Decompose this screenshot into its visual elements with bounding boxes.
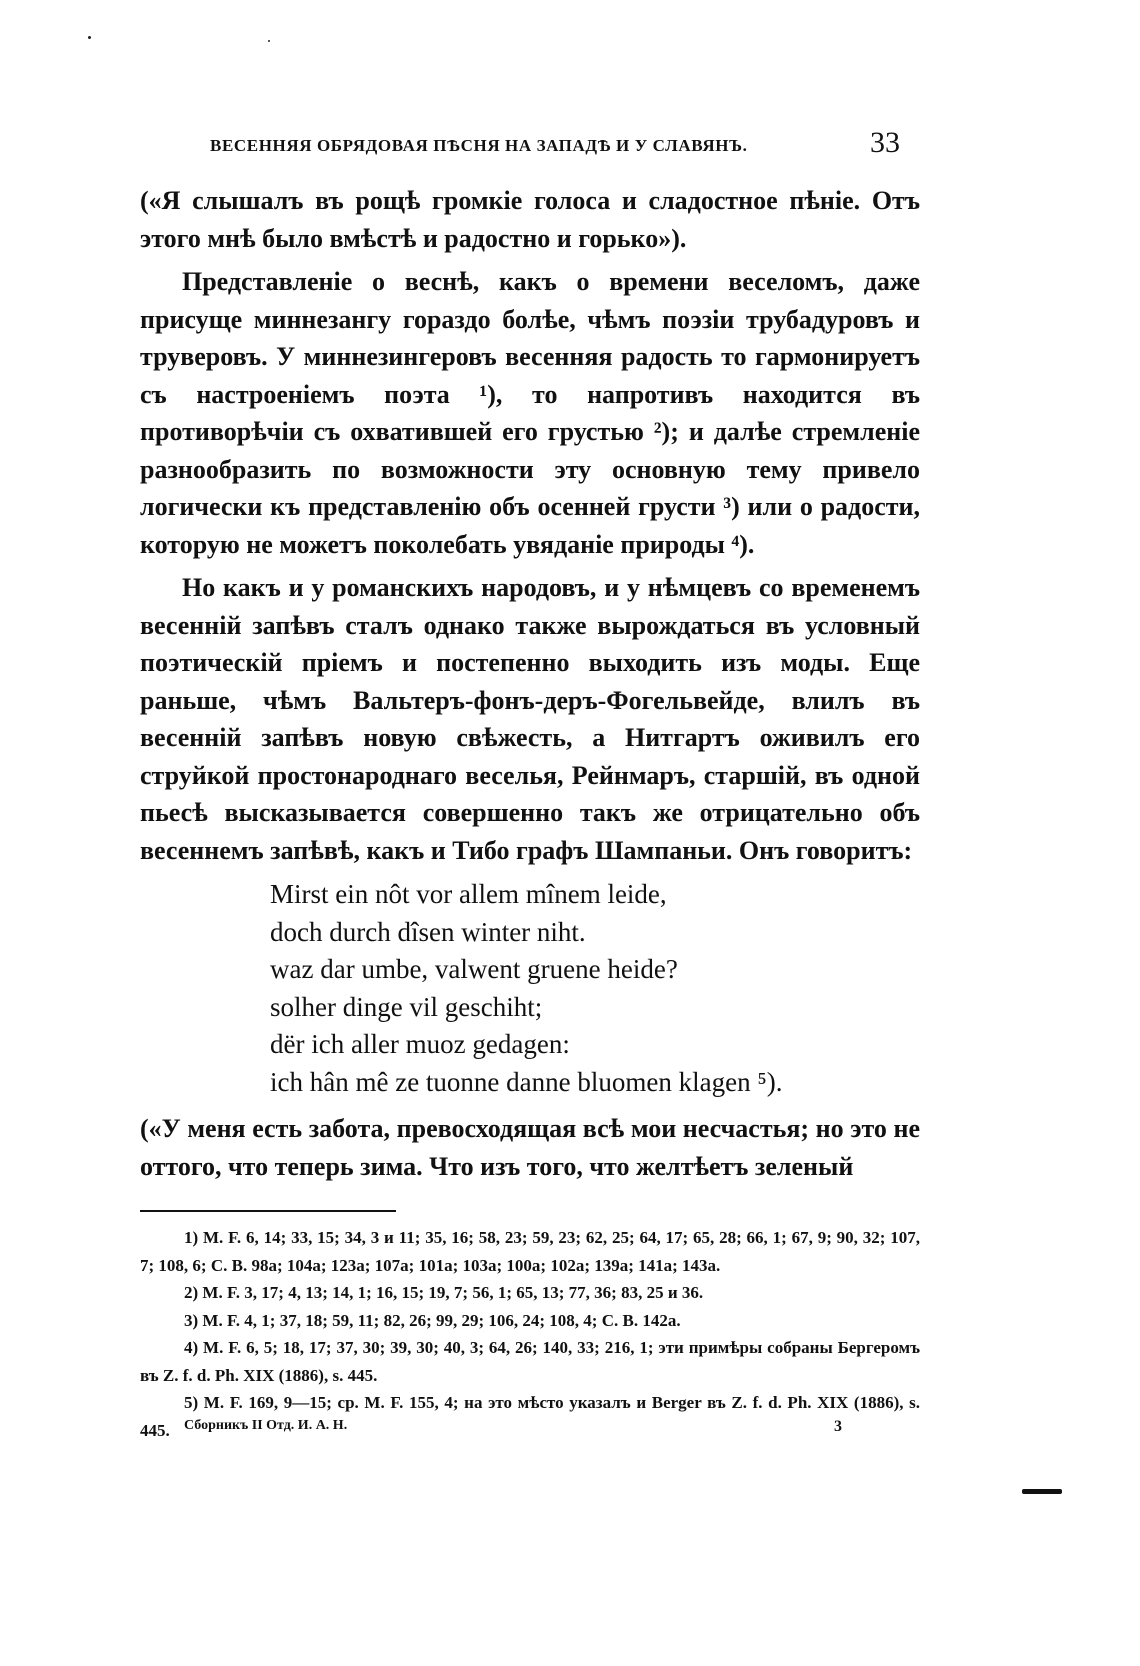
running-head	[130, 126, 920, 166]
footnote-4: 4) M. F. 6, 5; 18, 17; 37, 30; 39, 30; 40, 3; 64, 26; 140, 33; 216, 1; эти примѣры собраны Бергеромъ въ Z. f. d. Ph. XIX (1886), s. 445.	[140, 1338, 920, 1385]
verse-block	[270, 876, 930, 1101]
signature-line	[184, 1418, 864, 1442]
footnote-5: 5) M. F. 169, 9—15; ср. M. F. 155, 4; на это мѣсто указалъ и Berger въ Z. f. d. Ph. XIX (1886), s. 445.	[140, 1393, 920, 1440]
footnote-3: 3) M. F. 4, 1; 37, 18; 59, 11; 82, 26; 99, 29; 106, 24; 108, 4; C. B. 142a.	[184, 1310, 681, 1330]
print-speck	[268, 40, 270, 42]
body-text	[140, 182, 920, 869]
verse-line: solher dinge vil geschiht;	[270, 991, 543, 1022]
margin-mark	[1022, 1489, 1062, 1494]
print-speck	[88, 36, 91, 39]
paragraph-reinmar: Но какъ и у романскихъ народовъ, и у нѣмцевъ со временемъ весенній запѣвъ сталъ однако также вырождаться въ условный поэтическій пріемъ и постепенно выходить изъ моды. Еще раньше, чѣмъ Вальтеръ-фонъ-деръ-Фогельвейде, влилъ въ весенній запѣвъ новую свѣжесть, а Нитгартъ оживилъ его струйкой простонароднаго веселья, Рейнмаръ, старшій, въ одной пьесѣ высказывается совершенно такъ же отрицательно объ весеннемъ запѣвѣ, какъ и Тибо графъ Шампаньи. Онъ говоритъ:	[140, 573, 920, 865]
verse-line: Mirst ein nôt vor allem mînem leide,	[270, 879, 667, 909]
verse-line: waz dar umbe, valwent gruene heide?	[270, 954, 678, 984]
verse-line: doch durch dîsen winter niht.	[270, 916, 586, 947]
signature-title: Сборникъ II Отд. И. А. Н.	[184, 1418, 348, 1433]
running-title: ВЕСЕННЯЯ ОБРЯДОВАЯ ПѢСНЯ НА ЗАПАДѢ И У СЛАВЯНЪ.	[210, 136, 748, 155]
footnotes	[140, 1224, 920, 1444]
footnote-2: 2) M. F. 3, 17; 4, 13; 14, 1; 16, 15; 19, 7; 56, 1; 65, 13; 77, 36; 83, 25 и 36.	[184, 1283, 704, 1302]
verse-line: dër ich aller muoz gedagen:	[270, 1029, 570, 1059]
page-number: 33	[870, 126, 900, 159]
footnote-divider	[140, 1210, 396, 1212]
paragraph-quote-translation: («Я слышалъ въ рощѣ громкіе голоса и сладостное пѣніе. Отъ этого мнѣ было вмѣстѣ и радостно и горько»).	[140, 186, 920, 253]
verse-translation: («У меня есть забота, превосходящая всѣ мои несчастья; но это не оттого, что теперь зима. Что изъ того, что желтѣетъ зеленый	[140, 1114, 920, 1181]
footnote-1: 1) M. F. 6, 14; 33, 15; 34, 3 и 11; 35, 16; 58, 23; 59, 23; 62, 25; 64, 17; 65, 28; 66, 1; 67, 9; 90, 32; 107, 7; 108, 6; C. B. 98a; 104a; 123a; 107a; 101a; 103a; 100a; 102a; 139a; 141a; 143a.	[140, 1228, 920, 1275]
paragraph-minnesang: Представленіе о веснѣ, какъ о времени веселомъ, даже присуще миннезангу гораздо болѣе, чѣмъ поэзіи трубадуровъ и труверовъ. У миннезингеровъ весенняя радость то гармонируетъ съ настроеніемъ поэта ¹), то напротивъ находится въ противорѣчіи съ охватившей его грустью ²); и далѣе стремленіе разнообразить по возможности эту основную тему привело логически къ представленію объ осенней грусти ³) или о радости, которую не можетъ поколебать увяданіе природы ⁴).	[140, 267, 920, 559]
verse-line: ich hân mê ze tuonne danne bluomen klagen ⁵).	[270, 1066, 783, 1097]
sheet-number: 3	[834, 1418, 842, 1435]
